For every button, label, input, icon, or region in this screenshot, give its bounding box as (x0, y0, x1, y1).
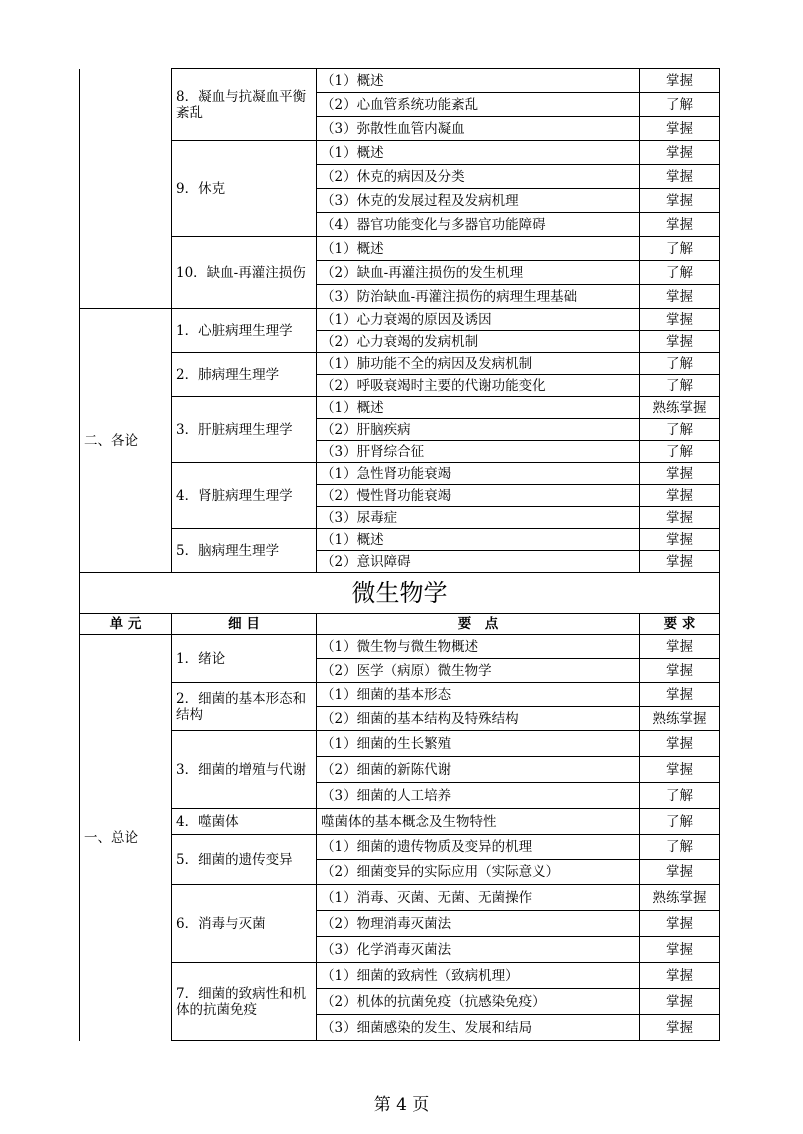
requirement-cell: 了解 (640, 441, 720, 463)
requirement-cell: 掌握 (640, 309, 720, 331)
topic-cell: 2．细菌的基本形态和结构 (172, 683, 317, 731)
table-row (80, 141, 720, 165)
table-row (80, 835, 720, 860)
requirement-cell: 了解 (640, 809, 720, 835)
requirement-cell: 掌握 (640, 635, 720, 659)
point-cell: （2）肝脑疾病 (317, 419, 640, 441)
point-cell: （2）医学（病原）微生物学 (317, 659, 640, 683)
point-cell: （2）意识障碍 (317, 551, 640, 573)
point-cell: （3）防治缺血-再灌注损伤的病理生理基础 (317, 285, 640, 309)
table-row (80, 635, 720, 659)
point-cell: （2）细菌的新陈代谢 (317, 757, 640, 783)
topic-cell: 10．缺血-再灌注损伤 (172, 237, 317, 309)
requirement-cell: 掌握 (640, 117, 720, 141)
table-row (80, 529, 720, 551)
point-cell: （2）缺血-再灌注损伤的发生机理 (317, 261, 640, 285)
point-cell: （2）细菌变异的实际应用（实际意义） (317, 860, 640, 885)
topic-cell: 7．细菌的致病性和机体的抗菌免疫 (172, 963, 317, 1041)
point-cell: （2）心血管系统功能紊乱 (317, 93, 640, 117)
requirement-cell: 了解 (640, 783, 720, 809)
point-cell: （1）概述 (317, 141, 640, 165)
topic-cell: 6．消毒与灭菌 (172, 885, 317, 963)
point-cell: （2）物理消毒灭菌法 (317, 911, 640, 937)
point-cell: （1）微生物与微生物概述 (317, 635, 640, 659)
syllabus-table-pathophysiology (79, 68, 720, 1041)
requirement-cell: 了解 (640, 237, 720, 261)
requirement-cell: 掌握 (640, 69, 720, 93)
table-row (80, 885, 720, 911)
unit-cell: 一、总论 (80, 635, 172, 1041)
requirement-cell: 掌握 (640, 141, 720, 165)
table-row (80, 683, 720, 707)
point-cell: （3）细菌的人工培养 (317, 783, 640, 809)
point-cell: （1）细菌的基本形态 (317, 683, 640, 707)
requirement-cell: 掌握 (640, 911, 720, 937)
requirement-cell: 了解 (640, 835, 720, 860)
requirement-cell: 了解 (640, 375, 720, 397)
point-cell: （3）肝肾综合征 (317, 441, 640, 463)
point-cell: （1）细菌的生长繁殖 (317, 731, 640, 757)
table-row (80, 731, 720, 757)
point-cell: （1）概述 (317, 69, 640, 93)
point-cell: （2）心力衰竭的发病机制 (317, 331, 640, 353)
header-requirement: 要 求 (640, 614, 720, 635)
point-cell: （2）呼吸衰竭时主要的代谢功能变化 (317, 375, 640, 397)
requirement-cell: 了解 (640, 419, 720, 441)
requirement-cell: 了解 (640, 353, 720, 375)
requirement-cell: 掌握 (640, 485, 720, 507)
section-title-row (80, 573, 720, 614)
syllabus-sheet (79, 68, 719, 1041)
requirement-cell: 掌握 (640, 860, 720, 885)
table-row (80, 809, 720, 835)
point-cell: （3）细菌感染的发生、发展和结局 (317, 1015, 640, 1041)
requirement-cell: 掌握 (640, 165, 720, 189)
requirement-cell: 掌握 (640, 659, 720, 683)
requirement-cell: 掌握 (640, 963, 720, 989)
topic-cell: 4．噬菌体 (172, 809, 317, 835)
requirement-cell: 掌握 (640, 189, 720, 213)
point-cell: （3）弥散性血管内凝血 (317, 117, 640, 141)
point-cell: （3）尿毒症 (317, 507, 640, 529)
point-cell: （2）慢性肾功能衰竭 (317, 485, 640, 507)
requirement-cell: 掌握 (640, 529, 720, 551)
requirement-cell: 掌握 (640, 683, 720, 707)
table-row (80, 463, 720, 485)
requirement-cell: 掌握 (640, 213, 720, 237)
topic-cell: 5．细菌的遗传变异 (172, 835, 317, 885)
point-cell: （3）化学消毒灭菌法 (317, 937, 640, 963)
table-header-row (80, 614, 720, 635)
point-cell: （1）概述 (317, 397, 640, 419)
point-cell: （3）休克的发展过程及发病机理 (317, 189, 640, 213)
point-cell: （2）休克的病因及分类 (317, 165, 640, 189)
topic-cell: 3．肝脏病理生理学 (172, 397, 317, 463)
section-title: 微生物学 (80, 573, 720, 614)
point-cell: （1）细菌的遗传物质及变异的机理 (317, 835, 640, 860)
page-number: 第 4 页 (373, 1095, 430, 1115)
requirement-cell: 掌握 (640, 1015, 720, 1041)
requirement-cell: 掌握 (640, 731, 720, 757)
header-unit: 单 元 (80, 614, 172, 635)
requirement-cell: 掌握 (640, 757, 720, 783)
requirement-cell: 掌握 (640, 285, 720, 309)
requirement-cell: 了解 (640, 93, 720, 117)
requirement-cell: 掌握 (640, 463, 720, 485)
topic-cell: 1．心脏病理生理学 (172, 309, 317, 353)
header-topic: 细 目 (172, 614, 317, 635)
requirement-cell: 掌握 (640, 507, 720, 529)
topic-cell: 4．肾脏病理生理学 (172, 463, 317, 529)
unit-cell (80, 69, 172, 309)
point-cell: （1）消毒、灭菌、无菌、无菌操作 (317, 885, 640, 911)
topic-cell: 9．休克 (172, 141, 317, 237)
topic-cell: 2．肺病理生理学 (172, 353, 317, 397)
requirement-cell: 熟练掌握 (640, 885, 720, 911)
requirement-cell: 掌握 (640, 937, 720, 963)
unit-cell: 二、各论 (80, 309, 172, 573)
point-cell: （1）概述 (317, 529, 640, 551)
point-cell: （1）细菌的致病性（致病机理） (317, 963, 640, 989)
point-cell: （4）器官功能变化与多器官功能障碍 (317, 213, 640, 237)
requirement-cell: 熟练掌握 (640, 397, 720, 419)
point-cell: （1）肺功能不全的病因及发病机制 (317, 353, 640, 375)
point-cell: （2）机体的抗菌免疫（抗感染免疫） (317, 989, 640, 1015)
topic-cell: 1．绪论 (172, 635, 317, 683)
table-row (80, 353, 720, 375)
requirement-cell: 掌握 (640, 551, 720, 573)
point-cell: （1）概述 (317, 237, 640, 261)
point-cell: 噬菌体的基本概念及生物特性 (317, 809, 640, 835)
table-row (80, 69, 720, 93)
table-row (80, 963, 720, 989)
point-cell: （2）细菌的基本结构及特殊结构 (317, 707, 640, 731)
table-row (80, 309, 720, 331)
topic-cell: 5．脑病理生理学 (172, 529, 317, 573)
point-cell: （1）急性肾功能衰竭 (317, 463, 640, 485)
requirement-cell: 熟练掌握 (640, 707, 720, 731)
point-cell: （1）心力衰竭的原因及诱因 (317, 309, 640, 331)
requirement-cell: 掌握 (640, 989, 720, 1015)
table-row (80, 237, 720, 261)
table-row (80, 397, 720, 419)
requirement-cell: 掌握 (640, 331, 720, 353)
topic-cell: 3．细菌的增殖与代谢 (172, 731, 317, 809)
requirement-cell: 了解 (640, 261, 720, 285)
topic-cell: 8．凝血与抗凝血平衡紊乱 (172, 69, 317, 141)
header-point: 要 点 (317, 614, 640, 635)
